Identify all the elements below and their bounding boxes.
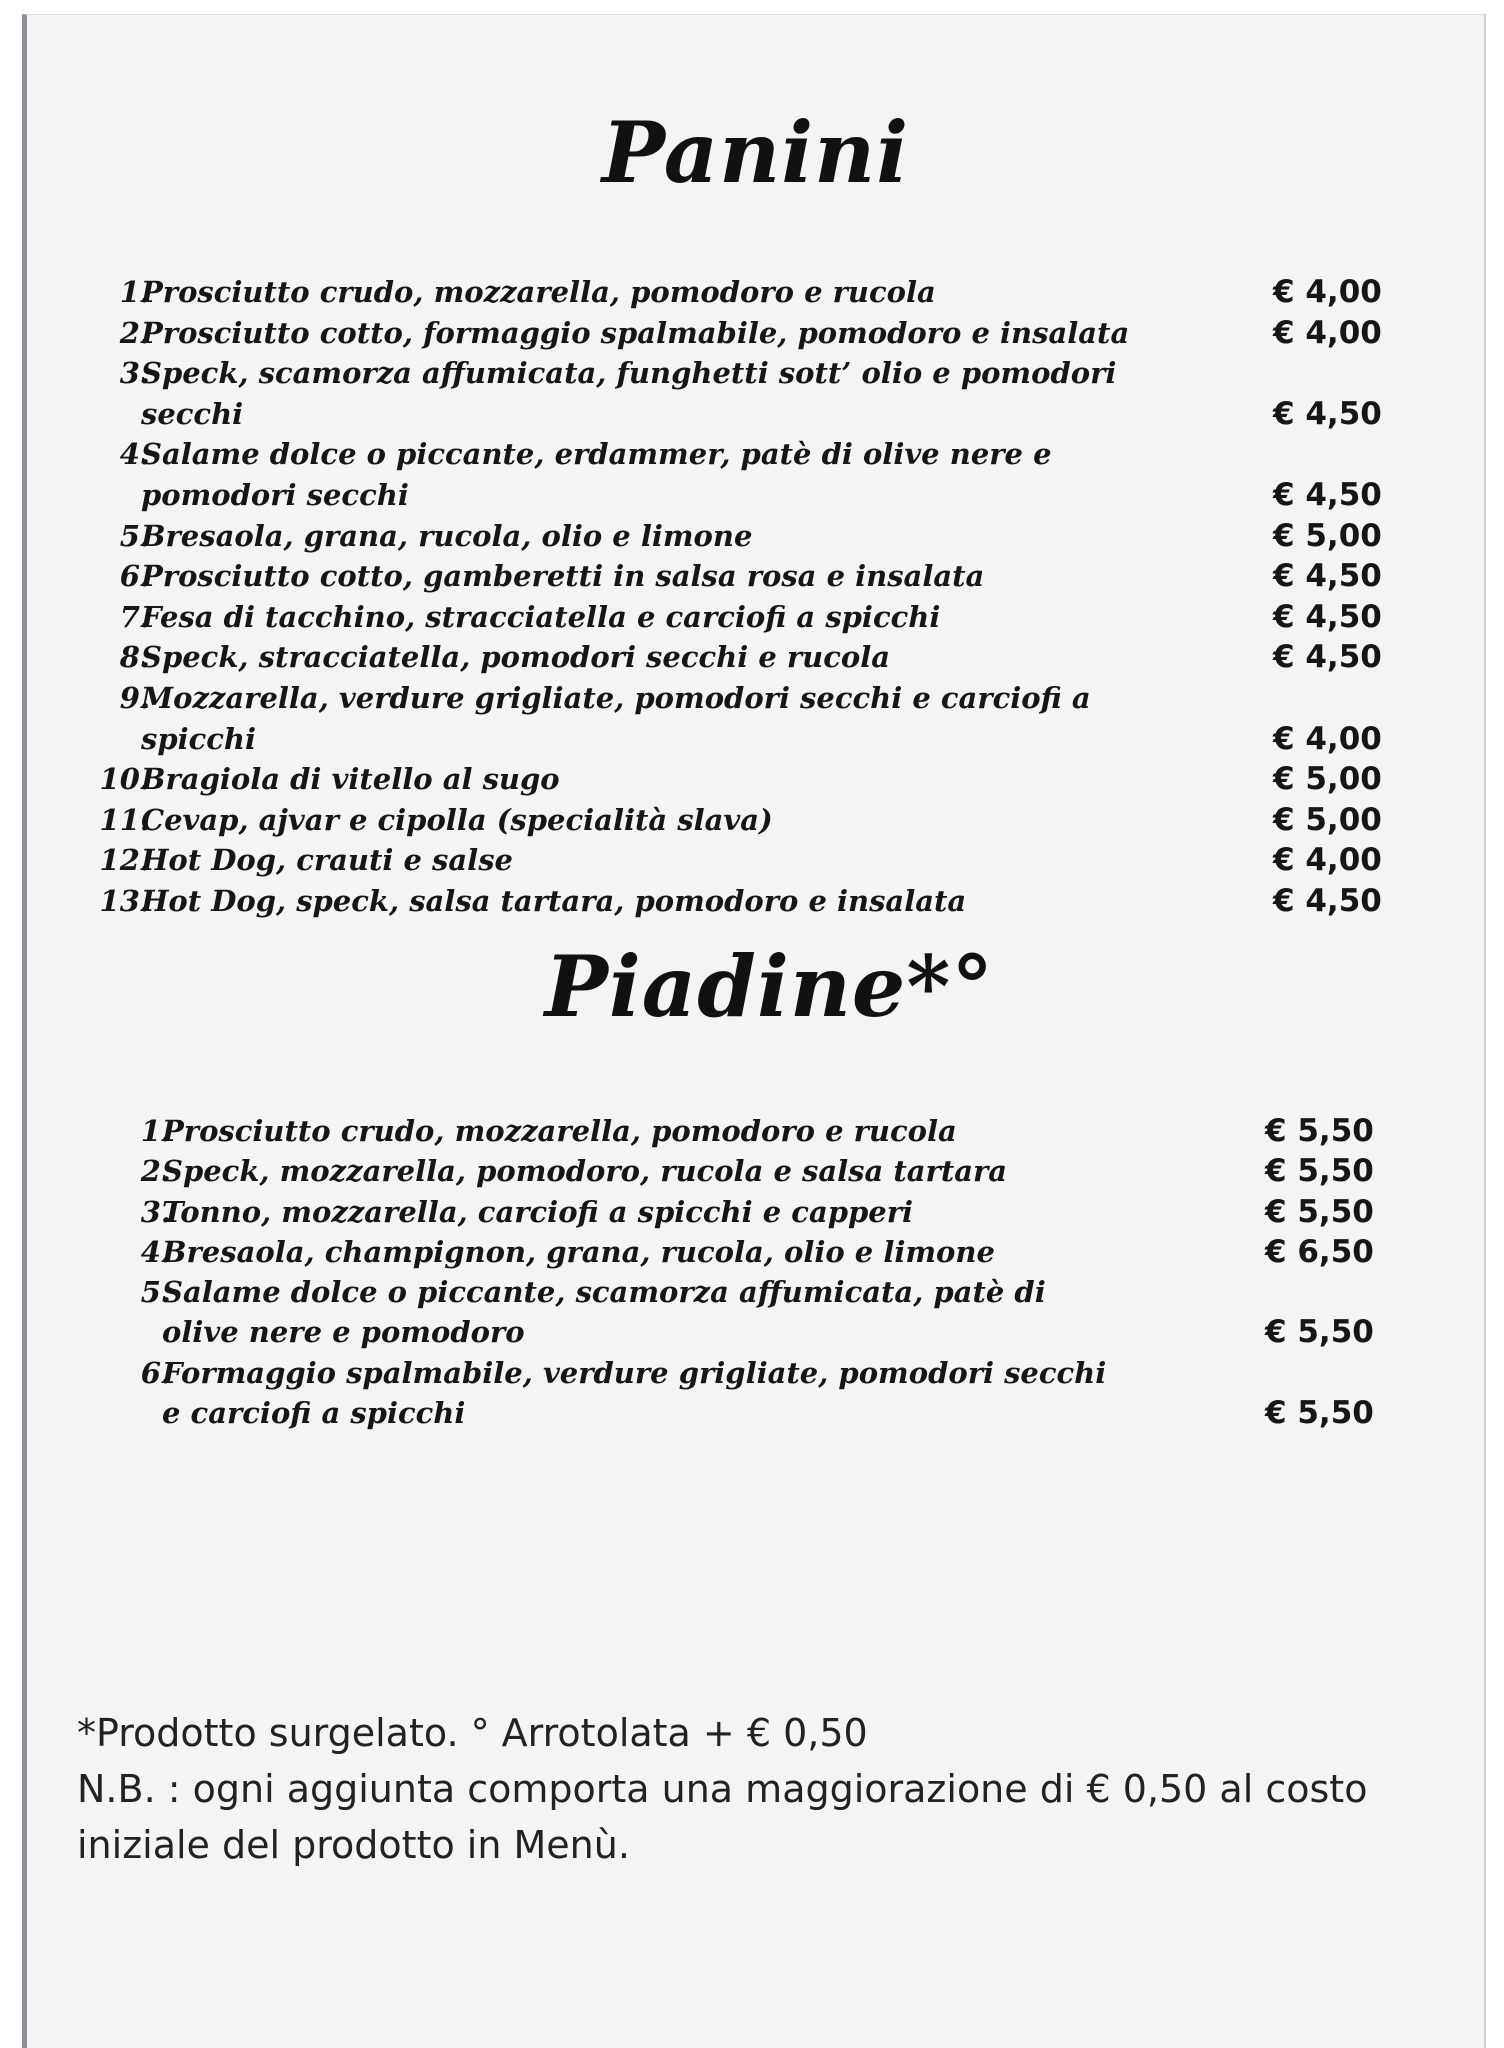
menu-item-number: 12. [99,843,150,878]
menu-item-price: € 4,00 [1273,720,1382,757]
menu-item-description: Prosciutto crudo, mozzarella, pomodoro e rucola [162,1114,957,1148]
menu-item-number: 5. [140,1275,171,1310]
menu-item-description: spicchi [141,721,257,756]
menu-item-description: Hot Dog, crauti e salse [141,843,513,878]
menu-item-price: € 4,50 [1273,476,1382,513]
menu-item-description: Formaggio spalmabile, verdure grigliate, pomodori secchi [162,1355,1107,1390]
menu-item-description: Speck, mozzarella, pomodoro, rucola e salsa tartara [162,1154,1008,1189]
menu-item-price: € 4,50 [1273,639,1382,676]
menu-item-description: Speck, scamorza affumicata, funghetti sott’ olio e pomodori [141,356,1117,391]
menu-item-price: € 4,00 [1273,314,1382,351]
menu-item-description: Speck, stracciatella, pomodori secchi e rucola [141,640,891,675]
menu-item-price: € 5,00 [1273,761,1382,798]
menu-item-price: € 5,50 [1265,1153,1374,1190]
menu-item-price: € 5,50 [1265,1113,1374,1149]
menu-item-number: 2. [119,315,150,350]
menu-item-description: Cevap, ajvar e cipolla (specialità slava) [141,802,773,837]
menu-item-description: Prosciutto cotto, formaggio spalmabile, pomodoro e insalata [141,315,1130,350]
menu-item-number: 10. [99,762,150,797]
footer-notes [77,1705,1457,1873]
menu-item-number: 7. [119,599,150,634]
menu-item-number: 11. [99,802,150,837]
section-title-piadine: Piadine*° [544,937,995,1036]
menu-item-description: e carciofi a spicchi [162,1396,466,1431]
menu-item-description: Hot Dog, speck, salsa tartara, pomodoro e insalata [141,884,967,918]
menu-item-description: Salame dolce o piccante, scamorza affumicata, patè di [162,1275,1046,1310]
menu-item-price: € 4,50 [1273,883,1382,919]
menu-item-price: € 5,50 [1265,1193,1374,1230]
menu-item-price: € 6,50 [1265,1233,1374,1270]
menu-item-description: Tonno, mozzarella, carciofi a spicchi e capperi [162,1194,914,1229]
menu-item-number: 9. [119,681,150,715]
menu-item-description: olive nere e pomodoro [162,1315,525,1350]
menu-item-price: € 5,00 [1273,801,1382,838]
menu-item-number: 4. [140,1234,171,1269]
menu-item-description: Bresaola, grana, rucola, olio e limone [141,518,753,553]
menu-item-number: 6. [140,1355,171,1390]
menu-item-description: Salame dolce o piccante, erdammer, patè di olive nere e [141,437,1052,472]
menu-item-description: Fesa di tacchino, stracciatella e carciofi a spicchi [141,599,941,634]
menu-item-description: Bragiola di vitello al sugo [141,762,560,797]
menu-item-number: 13. [99,884,150,918]
menu-item-number: 6. [119,559,150,594]
menu-page [22,14,1486,2048]
menu-item-price: € 4,00 [1273,274,1382,310]
menu-item-price: € 4,50 [1273,558,1382,595]
menu-item-number: 1. [119,275,150,309]
menu-item-price: € 5,00 [1273,517,1382,554]
menu-item-description: Prosciutto cotto, gamberetti in salsa rosa e insalata [141,559,985,594]
menu-item-number: 1. [140,1114,171,1148]
menu-item-number: 8. [119,640,150,675]
footer-note-frozen: *Prodotto surgelato. ° Arrotolata + € 0,50 [77,1711,868,1755]
menu-item-description: pomodori secchi [141,477,409,512]
menu-item-price: € 4,00 [1273,842,1382,879]
footer-note-extras-continued: iniziale del prodotto in Menù. [77,1823,630,1867]
menu-item-price: € 4,50 [1273,395,1382,432]
menu-item-price: € 5,50 [1265,1314,1374,1351]
menu-item-number: 3. [140,1194,171,1229]
footer-note-extras: N.B. : ogni aggiunta comporta una maggiorazione di € 0,50 al costo [77,1767,1368,1811]
menu-item-description: Prosciutto crudo, mozzarella, pomodoro e rucola [141,275,936,309]
menu-item-number: 5. [119,518,150,553]
menu-item-number: 3. [119,356,150,391]
menu-item-description: Bresaola, champignon, grana, rucola, olio e limone [162,1234,995,1269]
menu-item-description: Mozzarella, verdure grigliate, pomodori secchi e carciofi a [141,681,1091,715]
menu-item-price: € 4,50 [1273,598,1382,635]
menu-item-price: € 5,50 [1265,1395,1374,1432]
menu-item-number: 2. [140,1154,171,1189]
section-title-panini: Panini [601,103,910,202]
menu-item-number: 4. [119,437,150,472]
menu-item-description: secchi [141,396,244,431]
